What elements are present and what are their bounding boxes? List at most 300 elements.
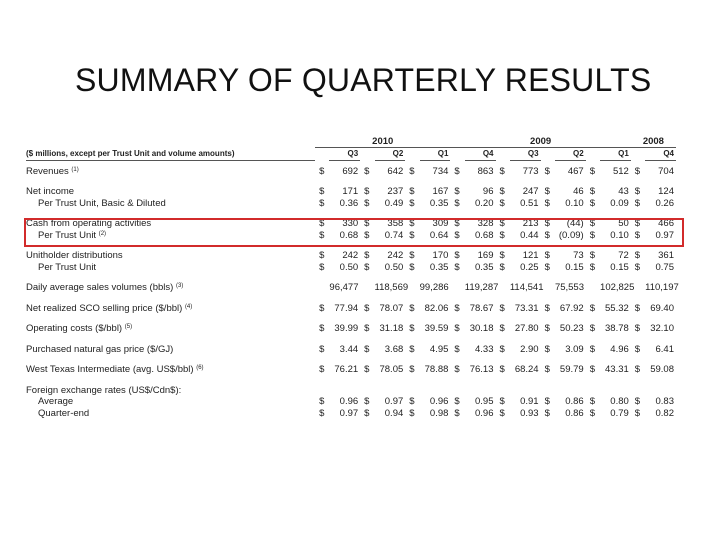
currency-symbol: $: [589, 218, 595, 229]
currency-symbol: [586, 282, 600, 294]
currency-symbol: $: [454, 407, 460, 419]
footnote-marker: (6): [196, 365, 204, 371]
currency-symbol: [586, 385, 600, 397]
table-cell-value: 99,286: [419, 282, 449, 293]
currency-symbol: $: [634, 364, 641, 375]
table-cell-value: 50: [618, 218, 629, 229]
currency-symbol: $: [544, 229, 550, 241]
row-label: [26, 230, 315, 242]
table-cell-value: 0.50: [384, 261, 404, 273]
slide-title: SUMMARY OF QUARTERLY RESULTS: [75, 62, 652, 98]
row-label: [26, 344, 315, 356]
row-label: [26, 218, 315, 230]
currency-symbol: $: [319, 302, 325, 314]
row-label: [26, 385, 315, 397]
currency-symbol: $: [499, 364, 505, 375]
table-cell-value: 73: [573, 250, 584, 261]
row-spacer: [26, 273, 676, 282]
table-row: [26, 166, 676, 178]
quarter-header-spacer: [541, 148, 555, 161]
quarter-header: Q1: [420, 148, 451, 161]
row-label-text: Foreign exchange rates (US$/Cdn$):: [26, 384, 182, 396]
currency-symbol: $: [319, 364, 325, 375]
currency-symbol: $: [589, 396, 595, 407]
row-label-text: Purchased natural gas price ($/GJ): [26, 343, 174, 355]
currency-symbol: $: [634, 261, 641, 273]
table-cell-value: 76.13: [469, 364, 494, 375]
currency-symbol: $: [319, 165, 325, 177]
currency-symbol: $: [544, 250, 550, 261]
table-cell-value: [329, 385, 360, 397]
table-cell-value: 0.93: [520, 407, 539, 419]
row-label: [26, 166, 315, 178]
currency-symbol: $: [319, 343, 325, 355]
table-cell-value: 0.83: [655, 396, 674, 407]
currency-symbol: $: [589, 343, 595, 355]
row-label-text: Operating costs ($/bbl): [26, 323, 123, 334]
table-row: [26, 262, 676, 274]
quarter-header-spacer: [315, 148, 329, 161]
row-label: [26, 198, 315, 210]
table-cell-value: 0.68: [475, 229, 494, 241]
row-label-text: Unitholder distributions: [26, 250, 123, 261]
table-row: [26, 408, 676, 420]
currency-symbol: $: [364, 364, 370, 375]
table-cell-value: 0.35: [475, 261, 494, 273]
currency-symbol: $: [544, 407, 550, 419]
currency-symbol: $: [409, 229, 415, 241]
table-cell-value: 43.31: [605, 364, 629, 375]
table-cell-value: 3.09: [565, 343, 584, 355]
table-cell-value: 0.68: [339, 229, 359, 241]
table-row: [26, 303, 676, 315]
table-cell-value: 309: [432, 218, 449, 229]
table-cell-value: 0.94: [384, 407, 404, 419]
currency-symbol: $: [589, 229, 595, 241]
quarter-header: Q3: [510, 148, 541, 161]
table-cell-value: 242: [342, 250, 359, 261]
quarter-header-row: [26, 148, 676, 161]
table-cell-value: 704: [658, 165, 674, 177]
currency-symbol: $: [409, 165, 415, 177]
table-cell-value: 78.05: [379, 364, 404, 375]
table-cell-value: 78.07: [379, 302, 404, 314]
currency-symbol: $: [319, 396, 325, 407]
quarter-header-spacer: [631, 148, 645, 161]
table-cell-value: 96: [482, 186, 494, 197]
row-label-text: Average: [38, 396, 74, 407]
table-cell-value: [465, 385, 496, 397]
currency-symbol: $: [544, 343, 550, 355]
year-2010-header: 2010: [315, 137, 450, 148]
row-spacer: [26, 177, 676, 186]
currency-symbol: $: [454, 396, 460, 407]
table-cell-value: 4.96: [610, 343, 629, 355]
table-cell-value: 863: [477, 165, 494, 177]
row-label: [26, 250, 315, 262]
table-cell-value: 0.51: [520, 197, 539, 209]
currency-symbol: $: [589, 197, 595, 209]
table-cell-value: (0.09): [558, 229, 584, 241]
quarter-header-spacer: [496, 148, 510, 161]
table-cell-value: 213: [522, 218, 539, 229]
currency-symbol: $: [454, 323, 460, 334]
row-label: [26, 282, 315, 294]
table-cell-value: 4.95: [429, 343, 449, 355]
table-cell-value: 361: [658, 250, 674, 261]
currency-symbol: $: [409, 261, 415, 273]
currency-symbol: $: [499, 261, 505, 273]
quarter-header: Q4: [645, 148, 676, 161]
currency-symbol: $: [589, 186, 595, 197]
table-cell-value: 512: [612, 165, 629, 177]
currency-symbol: $: [409, 323, 415, 334]
row-spacer: [26, 241, 676, 250]
table-cell-value: 4.33: [475, 343, 494, 355]
currency-symbol: $: [634, 250, 641, 261]
row-label: [26, 262, 315, 274]
currency-symbol: $: [499, 229, 505, 241]
currency-symbol: $: [454, 197, 460, 209]
currency-symbol: $: [364, 197, 370, 209]
table-cell-value: 247: [522, 186, 539, 197]
table-cell-value: 31.18: [379, 323, 404, 334]
row-spacer: [26, 314, 676, 323]
currency-symbol: $: [499, 218, 505, 229]
quarter-header-spacer: [586, 148, 600, 161]
currency-symbol: $: [364, 165, 370, 177]
table-cell-value: 119,287: [464, 282, 499, 293]
currency-symbol: [360, 282, 374, 294]
currency-symbol: $: [454, 250, 460, 261]
table-cell-value: 358: [387, 218, 404, 229]
currency-symbol: $: [544, 323, 550, 334]
currency-symbol: [541, 385, 555, 397]
currency-symbol: $: [589, 261, 595, 273]
table-cell-value: 59.08: [650, 364, 674, 375]
table-cell-value: [375, 385, 406, 397]
quarterly-results-table: [26, 136, 679, 419]
table-cell-value: [600, 385, 631, 397]
row-spacer: [26, 355, 676, 364]
quarterly-results-table-container: [26, 137, 686, 419]
quarter-header-spacer: [405, 148, 419, 161]
table-cell-value: 0.82: [655, 407, 674, 419]
table-cell-value: 0.20: [475, 197, 494, 209]
currency-symbol: $: [589, 302, 595, 314]
currency-symbol: $: [499, 165, 505, 177]
table-cell-value: 76.21: [334, 364, 359, 375]
table-cell-value: 330: [342, 218, 359, 229]
table-cell-value: 170: [432, 250, 449, 261]
row-label-text: Net realized SCO selling price ($/bbl): [26, 302, 183, 314]
table-cell-value: 69.40: [650, 302, 674, 314]
table-cell-value: 121: [522, 250, 539, 261]
currency-symbol: $: [544, 197, 550, 209]
currency-symbol: [315, 385, 329, 397]
currency-symbol: $: [499, 250, 505, 261]
table-cell-value: 0.50: [339, 261, 359, 273]
table-cell-value: 78.88: [424, 364, 449, 375]
table-cell-value: 0.96: [429, 396, 449, 407]
currency-symbol: $: [409, 250, 415, 261]
table-cell-value: 0.97: [384, 396, 404, 407]
currency-symbol: $: [634, 396, 641, 407]
table-cell-value: 0.15: [565, 261, 584, 273]
footnote-marker: (2): [98, 230, 107, 237]
table-cell-value: 32.10: [650, 323, 674, 334]
table-cell-value: 0.91: [520, 396, 539, 407]
table-cell-value: 27.80: [514, 323, 539, 334]
table-cell-value: 59.79: [559, 364, 584, 375]
currency-symbol: $: [409, 364, 415, 375]
table-cell-value: 169: [477, 250, 494, 261]
row-label-text: West Texas Intermediate (avg. US$/bbl): [26, 364, 194, 375]
currency-symbol: $: [319, 261, 325, 273]
row-label: [26, 323, 315, 335]
currency-symbol: $: [454, 186, 460, 197]
table-cell-value: 0.10: [565, 197, 584, 209]
currency-symbol: $: [589, 323, 595, 334]
table-cell-value: 78.67: [469, 302, 494, 314]
row-label-text: Cash from operating activities: [26, 218, 152, 229]
currency-symbol: $: [454, 302, 460, 314]
row-label: [26, 364, 315, 376]
table-cell-value: 50.23: [559, 323, 584, 334]
currency-symbol: $: [319, 407, 325, 419]
currency-symbol: $: [364, 407, 370, 419]
table-cell-value: 0.49: [384, 197, 404, 209]
currency-symbol: $: [634, 218, 641, 229]
currency-symbol: $: [634, 165, 641, 177]
currency-symbol: $: [499, 323, 505, 334]
table-cell-value: 242: [387, 250, 404, 261]
row-label: [26, 303, 315, 315]
table-cell-value: 167: [432, 186, 449, 197]
table-cell-value: 6.41: [655, 343, 674, 355]
table-cell-value: 0.36: [339, 197, 359, 209]
currency-symbol: $: [364, 323, 370, 334]
table-cell-value: 0.97: [339, 407, 359, 419]
table-cell-value: 0.26: [655, 197, 674, 209]
currency-symbol: $: [544, 218, 550, 229]
row-label-text: Quarter-end: [38, 407, 90, 419]
currency-symbol: $: [319, 197, 325, 209]
table-row: [26, 186, 676, 198]
currency-symbol: [631, 385, 645, 397]
table-row: [26, 218, 676, 230]
currency-symbol: $: [634, 343, 641, 355]
units-caption: ($ millions, except per Trust Unit and volume amounts): [26, 148, 315, 161]
currency-symbol: [360, 385, 374, 397]
row-label-text: Per Trust Unit: [38, 229, 97, 241]
currency-symbol: $: [364, 261, 370, 273]
currency-symbol: $: [454, 364, 460, 375]
table-cell-value: 0.35: [429, 197, 449, 209]
row-label-text: Revenues: [26, 165, 69, 177]
table-cell-value: 30.18: [469, 323, 494, 334]
table-cell-value: 0.09: [610, 197, 629, 209]
table-cell-value: 68.24: [514, 364, 539, 375]
table-cell-value: 77.94: [334, 302, 359, 314]
currency-symbol: $: [589, 165, 595, 177]
year-2008-header: 2008: [631, 137, 676, 148]
currency-symbol: $: [319, 250, 325, 261]
table-cell-value: 43: [618, 186, 629, 197]
table-row: [26, 282, 676, 294]
table-row: [26, 250, 676, 262]
currency-symbol: $: [454, 261, 460, 273]
table-cell-value: 82.06: [424, 302, 449, 314]
currency-symbol: [450, 385, 464, 397]
currency-symbol: $: [544, 261, 550, 273]
table-row: [26, 385, 676, 397]
currency-symbol: $: [409, 302, 415, 314]
footnote-marker: (5): [124, 324, 133, 330]
currency-symbol: [315, 282, 329, 294]
currency-symbol: $: [409, 197, 415, 209]
currency-symbol: $: [409, 186, 415, 197]
table-cell-value: 39.99: [334, 323, 359, 334]
quarter-header: Q4: [465, 148, 496, 161]
currency-symbol: $: [364, 396, 370, 407]
table-cell-value: 110,197: [645, 282, 679, 293]
table-cell-value: 734: [432, 165, 449, 177]
table-cell-value: 773: [522, 165, 539, 177]
quarter-header: Q3: [329, 148, 360, 161]
table-cell-value: 0.80: [610, 396, 629, 407]
table-cell-value: [420, 385, 451, 397]
table-cell-value: 0.96: [339, 396, 359, 407]
table-cell-value: 102,825: [600, 282, 635, 293]
currency-symbol: $: [499, 197, 505, 209]
table-cell-value: 73.31: [514, 302, 539, 314]
year-2009-header: 2009: [450, 137, 630, 148]
quarter-header: Q2: [555, 148, 586, 161]
currency-symbol: $: [454, 165, 460, 177]
row-spacer: [26, 294, 676, 303]
table-cell-value: 114,541: [509, 282, 544, 293]
table-cell-value: [555, 385, 586, 397]
table-cell-value: 38.78: [605, 323, 629, 334]
quarter-header: Q1: [600, 148, 631, 161]
table-cell-value: 467: [567, 165, 584, 177]
table-row: [26, 396, 676, 408]
currency-symbol: [496, 385, 510, 397]
table-cell-value: 0.79: [610, 407, 629, 419]
currency-symbol: $: [319, 323, 325, 334]
currency-symbol: $: [499, 396, 505, 407]
table-cell-value: 3.44: [339, 343, 359, 355]
currency-symbol: $: [634, 186, 641, 197]
row-label: [26, 396, 315, 408]
table-cell-value: 0.86: [565, 407, 584, 419]
currency-symbol: $: [319, 186, 325, 197]
table-cell-value: 0.86: [565, 396, 584, 407]
row-spacer: [26, 335, 676, 344]
table-cell-value: 0.35: [429, 261, 449, 273]
currency-symbol: [450, 282, 464, 294]
currency-symbol: $: [634, 302, 641, 314]
currency-symbol: $: [499, 186, 505, 197]
table-row: [26, 344, 676, 356]
currency-symbol: $: [544, 186, 550, 197]
currency-symbol: $: [634, 407, 641, 419]
currency-symbol: $: [589, 364, 595, 375]
quarter-header-spacer: [450, 148, 464, 161]
currency-symbol: $: [634, 229, 641, 241]
table-cell-value: 642: [387, 165, 404, 177]
currency-symbol: $: [589, 407, 595, 419]
table-cell-value: 3.68: [384, 343, 404, 355]
currency-symbol: $: [364, 302, 370, 314]
table-cell-value: (44): [566, 218, 584, 229]
currency-symbol: $: [409, 218, 415, 229]
table-cell-value: 46: [573, 186, 584, 197]
table-cell-value: 39.59: [424, 323, 449, 334]
table-row: [26, 230, 676, 242]
table-cell-value: 0.98: [429, 407, 449, 419]
table-cell-value: 75,553: [554, 282, 584, 293]
currency-symbol: $: [454, 229, 460, 241]
currency-symbol: $: [364, 229, 370, 241]
row-label: [26, 186, 315, 198]
table-cell-value: 0.10: [610, 229, 629, 241]
currency-symbol: $: [364, 218, 370, 229]
currency-symbol: $: [454, 343, 460, 355]
table-cell-value: 124: [658, 186, 674, 197]
table-cell-value: 67.92: [559, 302, 584, 314]
table-cell-value: 0.75: [655, 261, 674, 273]
table-cell-value: 72: [618, 250, 629, 261]
table-cell-value: 0.96: [475, 407, 494, 419]
table-cell-value: 118,569: [374, 282, 409, 293]
footnote-marker: (1): [71, 166, 79, 173]
row-label: [26, 408, 315, 420]
row-label-text: Per Trust Unit, Basic & Diluted: [38, 197, 166, 209]
year-header-row: [26, 137, 676, 148]
currency-symbol: $: [364, 250, 370, 261]
footnote-marker: (3): [175, 283, 184, 289]
table-row: [26, 364, 676, 376]
currency-symbol: $: [634, 197, 641, 209]
quarter-header: Q2: [375, 148, 406, 161]
footnote-marker: (4): [184, 303, 193, 310]
currency-symbol: $: [409, 407, 415, 419]
table-cell-value: 0.44: [520, 229, 539, 241]
currency-symbol: $: [499, 407, 505, 419]
currency-symbol: $: [544, 396, 550, 407]
table-cell-value: 171: [342, 186, 359, 197]
currency-symbol: $: [364, 186, 370, 197]
currency-symbol: $: [589, 250, 595, 261]
currency-symbol: $: [544, 364, 550, 375]
table-cell-value: 55.32: [605, 302, 629, 314]
currency-symbol: $: [499, 343, 505, 355]
table-cell-value: [510, 385, 541, 397]
table-cell-value: [645, 385, 676, 397]
currency-symbol: $: [544, 302, 550, 314]
row-label-text: Per Trust Unit: [38, 261, 97, 273]
currency-symbol: $: [364, 343, 370, 355]
row-spacer: [26, 376, 676, 385]
table-cell-value: 96,477: [329, 282, 359, 293]
currency-symbol: $: [454, 218, 460, 229]
currency-symbol: [405, 385, 419, 397]
currency-symbol: $: [409, 396, 415, 407]
quarter-header-spacer: [360, 148, 374, 161]
table-cell-value: 237: [387, 186, 404, 197]
